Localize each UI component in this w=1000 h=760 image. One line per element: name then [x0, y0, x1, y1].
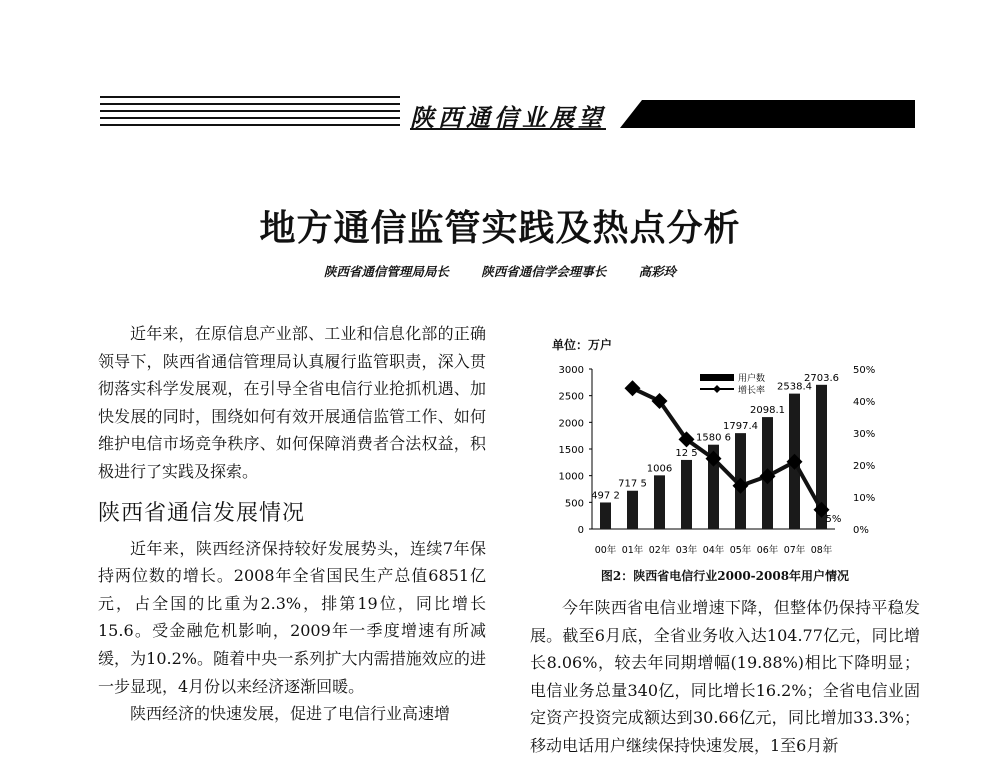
body-paragraph-1: 近年来，陕西经济保持较好发展势头，连续7年保持两位数的增长。2008年全省国民生产总值6851亿元，占全国的比重为2.3%，排第19位，同比增长15.6。受金融危机影响，2009年一季度增速有所减缓，为10.2%。随着中央一系列扩大内需措施效应的进一步显现，4月份以来经济逐渐回暖。	[98, 538, 486, 696]
growth-rate-point-01年	[625, 380, 641, 396]
byline-title-1: 陕西省通信管理局局长	[323, 264, 449, 279]
bar-03年	[681, 460, 692, 529]
byline-title-2: 陕西省通信学会理事长	[481, 264, 607, 279]
bar-01年	[627, 491, 638, 529]
right-paragraph: 今年陕西省电信业增速下降，但整体仍保持平稳发展。截至6月底，全省业务收入达104.77亿元，同比增长8.06%，较去年同期增幅(19.88%)相比下降明显；电信业务总量340亿，同比增长16.2%；全省电信业固定资产投资完成额达到30.66亿元，同比增加33.3%；移动电话用户继续保持快速发展，1至6月新	[530, 598, 920, 755]
x-tick-label: 01年	[621, 545, 644, 556]
growth-rate-point-07年	[787, 454, 803, 470]
y-left-tick-label: 1000	[558, 471, 584, 483]
y-right-tick-label: 40%	[853, 397, 876, 408]
y-left-tick-label: 3000	[558, 365, 584, 376]
y-left-tick-label: 500	[564, 498, 584, 510]
growth-rate-point-06年	[760, 468, 776, 484]
x-tick-label: 03年	[675, 545, 698, 556]
growth-data-label: 5%	[825, 513, 842, 525]
y-right-tick-label: 50%	[853, 365, 876, 376]
bar-data-label: 1580 6	[696, 432, 731, 444]
bar-02年	[654, 475, 665, 529]
x-tick-label: 04年	[702, 545, 725, 556]
chart-caption: 图2：陕西省电信行业2000-2008年用户情况	[600, 569, 850, 583]
bar-data-label: 2538.4	[777, 381, 812, 393]
y-left-tick-label: 2000	[558, 418, 584, 430]
article-title: 地方通信监管实践及热点分析	[259, 208, 741, 249]
bar-data-label: 497 2	[591, 490, 620, 502]
bar-data-label: 12 5	[675, 447, 698, 459]
bar-00年	[600, 502, 611, 529]
byline-author: 高彩玲	[638, 264, 677, 279]
left-column	[98, 320, 486, 728]
y-right-tick-label: 10%	[853, 493, 876, 504]
legend-label-growth: 增长率	[738, 386, 766, 396]
legend-label-users: 用户数	[738, 374, 766, 384]
x-tick-label: 00年	[594, 545, 617, 556]
section-title: 陕西通信业展望	[410, 103, 606, 132]
header-black-bar	[620, 100, 915, 128]
intro-paragraph: 近年来，在原信息产业部、工业和信息化部的正确领导下，陕西省通信管理局认真履行监管职责，深入贯彻落实科学发展观，在引导全省电信行业抢抓机遇、加快发展的同时，围绕如何有效开展通信监管工作、如何维护电信市场竞争秩序、如何保障消费者合法权益，积极进行了实践及探索。	[98, 324, 486, 481]
chart-unit-label: 单位：万户	[552, 338, 613, 352]
x-tick-label: 07年	[783, 545, 806, 556]
y-right-tick-label: 20%	[853, 461, 876, 472]
y-right-tick-label: 30%	[853, 429, 876, 440]
bar-data-label: 2703.6	[804, 372, 839, 384]
y-left-tick-label: 0	[577, 525, 584, 536]
legend-swatch-bar	[700, 374, 734, 381]
right-column	[530, 330, 920, 760]
y-left-tick-label: 1500	[558, 445, 584, 456]
section-heading: 陕西省通信发展情况	[98, 500, 306, 526]
bar-data-label: 717 5	[618, 478, 647, 490]
x-tick-label: 05年	[729, 545, 752, 556]
header-rule-lines	[100, 94, 400, 128]
bar-data-label: 2098.1	[750, 405, 785, 417]
y-left-tick-label: 2500	[558, 391, 584, 403]
body-paragraph-2: 陕西经济的快速发展，促进了电信行业高速增	[130, 704, 451, 724]
legend-marker	[713, 385, 721, 393]
subscriber-chart	[530, 353, 920, 563]
byline	[0, 262, 1000, 280]
x-tick-label: 02年	[648, 545, 671, 556]
bar-data-label: 1006	[646, 463, 673, 475]
x-tick-label: 06年	[756, 545, 779, 556]
y-right-tick-label: 0%	[853, 525, 869, 536]
x-tick-label: 08年	[810, 545, 833, 556]
bar-data-label: 1797.4	[723, 421, 758, 433]
